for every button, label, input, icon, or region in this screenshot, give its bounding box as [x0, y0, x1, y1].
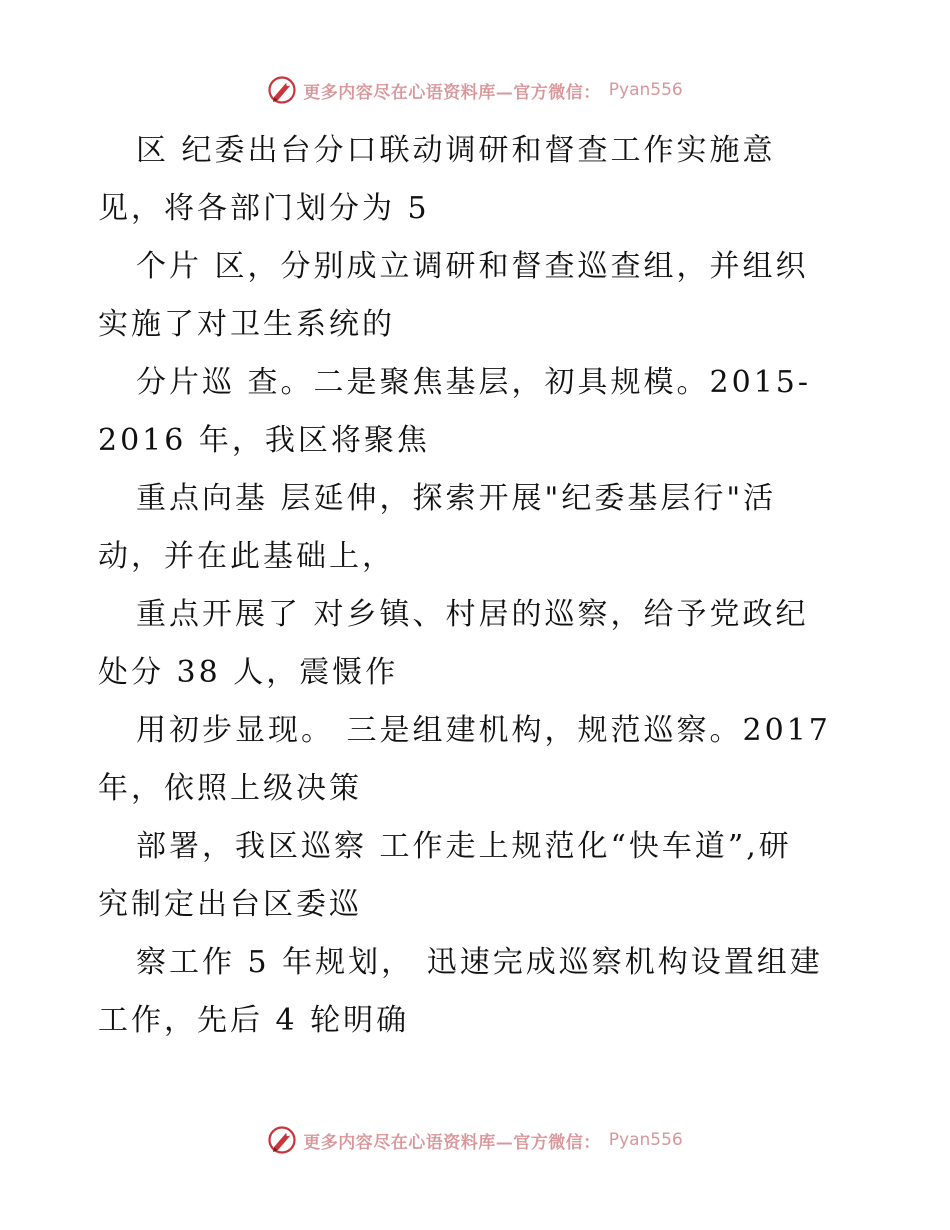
body-line: 重点开展了 对乡镇、村居的巡察，给予党政纪	[136, 597, 809, 632]
header-watermark-handle: Pyan556	[608, 80, 683, 100]
footer-watermark-inner	[267, 1125, 682, 1155]
body-line: 动，并在此基础上，	[98, 539, 395, 574]
pen-logo-icon	[267, 75, 297, 105]
body-line: 区 纪委出台分口联动调研和督查工作实施意	[136, 133, 776, 168]
body-line: 重点向基 层延伸，探索开展"纪委基层行"活	[136, 481, 777, 516]
body-line: 工作，先后 4 轮明确	[98, 1003, 410, 1038]
body-line: 究制定出台区委巡	[98, 887, 362, 922]
body-line: 个片 区，分别成立调研和督查巡查组，并组织	[136, 249, 809, 284]
body-line: 2016 年，我区将聚焦	[98, 423, 430, 458]
header-watermark	[0, 70, 950, 110]
body-line: 分片巡 查。二是聚焦基层，初具规模。2015-	[136, 365, 812, 400]
pen-logo-icon	[267, 1125, 297, 1155]
footer-watermark-text: 更多内容尽在心语资料库—官方微信：	[303, 1132, 601, 1153]
body-line: 部署，我区巡察 工作走上规范化“快车道”,研	[136, 829, 792, 864]
document-body	[98, 122, 858, 1050]
header-watermark-inner	[267, 75, 682, 105]
body-line: 见，将各部门划分为 5	[98, 191, 430, 226]
header-watermark-text: 更多内容尽在心语资料库—官方微信：	[303, 82, 601, 103]
body-line: 察工作 5 年规划， 迅速完成巡察机构设置组建	[136, 945, 823, 980]
footer-watermark	[0, 1120, 950, 1160]
body-line: 用初步显现。 三是组建机构，规范巡察。2017	[136, 713, 831, 748]
body-line: 处分 38 人，震慑作	[98, 655, 399, 690]
footer-watermark-handle: Pyan556	[608, 1130, 683, 1150]
body-line: 实施了对卫生系统的	[98, 307, 395, 342]
body-line: 年，依照上级决策	[98, 771, 362, 806]
